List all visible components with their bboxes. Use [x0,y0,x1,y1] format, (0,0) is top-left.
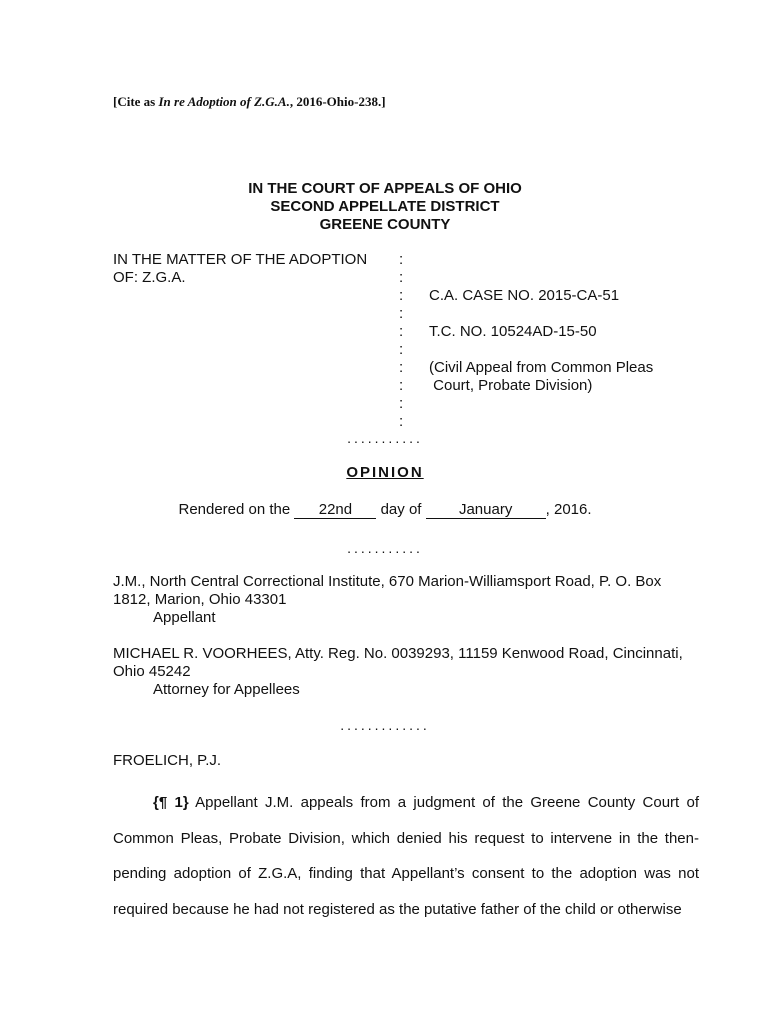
court-county: GREENE COUNTY [319,216,451,233]
opinion-paragraph: {¶ 1} Appellant J.M. appeals from a judgment of the Greene County Court of Common Pleas, Probate Division, which denied his request to intervene in the then-pending adoption of Z.G.A, finding that Appellant’s consent to the adoption was not required because he had not registered as the putative father of the child or otherwise [113,794,700,918]
separator-dots: ............. [340,717,430,733]
caption-colon: : [399,413,404,430]
case-caption-matter: IN THE MATTER OF THE ADOPTION OF: Z.G.A. [113,251,368,286]
appeal-type: (Civil Appeal from Common Pleas Court, Probate Division) [429,359,654,394]
opinion-title: OPINION [346,464,424,481]
rendered-month: January [426,502,546,519]
party-role: Attorney for Appellees [153,681,300,698]
separator-dots: ........... [347,540,423,556]
citation: [Cite as In re Adoption of Z.G.A., 2016-Ohio-238.] [113,94,386,109]
caption-colon: : [399,395,404,412]
trial-court-number: T.C. NO. 10524AD-15-50 [429,323,597,340]
rendered-date-line: Rendered on the 22nd day of January , 2016. [178,501,592,518]
caption-colon: : [399,359,404,376]
judge-name: FROELICH, P.J. [113,752,222,769]
party-appellant: J.M., North Central Correctional Institute, 670 Marion-Williamsport Road, P. O. Box 1812, Marion, Ohio 43301 Appellant [113,573,699,627]
caption-colon: : [399,323,404,340]
party-attorney: MICHAEL R. VOORHEES, Atty. Reg. No. 0039293, 11159 Kenwood Road, Cincinnati, Ohio 45242 Attorney for Appellees [113,645,699,699]
court-name: IN THE COURT OF APPEALS OF OHIO [248,180,522,197]
citation-case-name: In re Adoption of Z.G.A. [158,94,290,109]
case-number: C.A. CASE NO. 2015-CA-51 [429,287,620,304]
rendered-day: 22nd [294,502,376,519]
caption-colon: : [399,341,404,358]
separator-dots: ........... [347,430,423,446]
caption-colon: : [399,269,404,286]
caption-colon: : [399,377,404,394]
paragraph-marker: {¶ 1} [153,794,189,811]
caption-colon: : [399,251,404,268]
party-role: Appellant [153,609,216,626]
caption-colon: : [399,305,404,322]
caption-colon: : [399,287,404,304]
court-district: SECOND APPELLATE DISTRICT [270,198,500,215]
